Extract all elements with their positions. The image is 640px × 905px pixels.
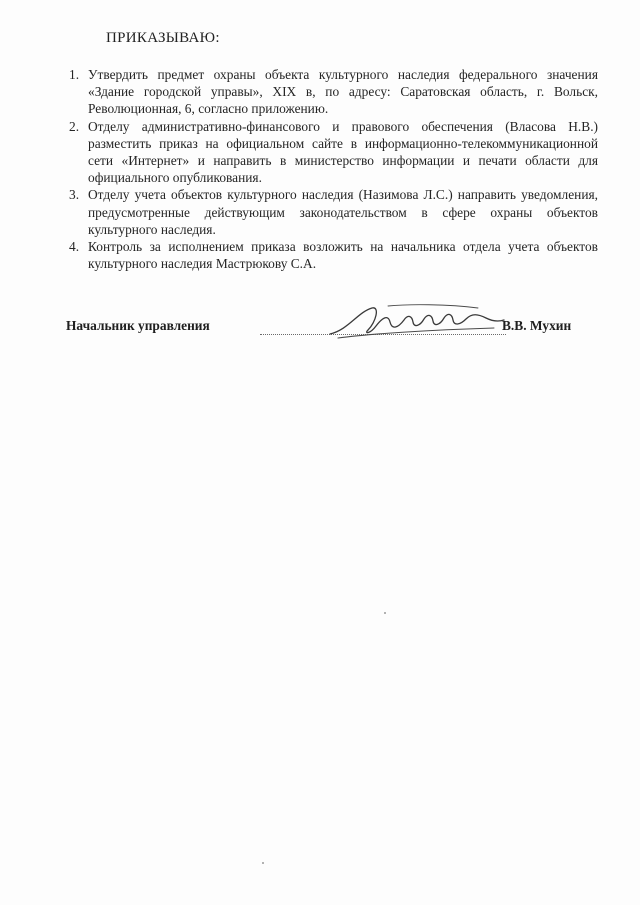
handwritten-signature bbox=[318, 300, 508, 344]
order-item-text: Отделу учета объектов культурного наследия (Назимова Л.С.) направить уведомления, предусмотренные действующим законодательством в сфере охраны объектов культурного наследия. bbox=[88, 187, 598, 237]
scan-speck bbox=[262, 862, 264, 864]
order-heading: ПРИКАЗЫВАЮ: bbox=[106, 30, 220, 46]
signatory-title: Начальник управления bbox=[66, 318, 210, 333]
order-items-list bbox=[66, 66, 598, 272]
signature-block bbox=[66, 308, 586, 348]
order-item bbox=[66, 186, 598, 238]
order-item-text: Отделу административно-финансового и правового обеспечения (Власова Н.В.) разместить приказ на официальном сайте в информационно-телекоммуникационной сети «Интернет» и направить в министерство информации и печати области для официального опубликования. bbox=[88, 118, 598, 186]
order-item bbox=[66, 118, 598, 187]
order-item-text: Контроль за исполнением приказа возложить на начальника отдела учета объектов культурного наследия Мастрюкову С.А. bbox=[88, 239, 598, 272]
order-item-number: 1. bbox=[69, 67, 80, 82]
order-item-text: Утвердить предмет охраны объекта культурного наследия федерального значения «Здание городской управы», XIX в, по адресу: Саратовская область, г. Вольск, Революционная, 6, согласно приложению. bbox=[88, 67, 598, 117]
order-item-number: 3. bbox=[69, 187, 80, 203]
order-item-number: 2. bbox=[69, 118, 80, 134]
order-item-number: 4. bbox=[69, 239, 80, 255]
order-item bbox=[66, 238, 598, 272]
signatory-name: В.В. Мухин bbox=[502, 318, 572, 333]
order-item bbox=[66, 66, 598, 118]
scan-speck bbox=[384, 612, 386, 614]
